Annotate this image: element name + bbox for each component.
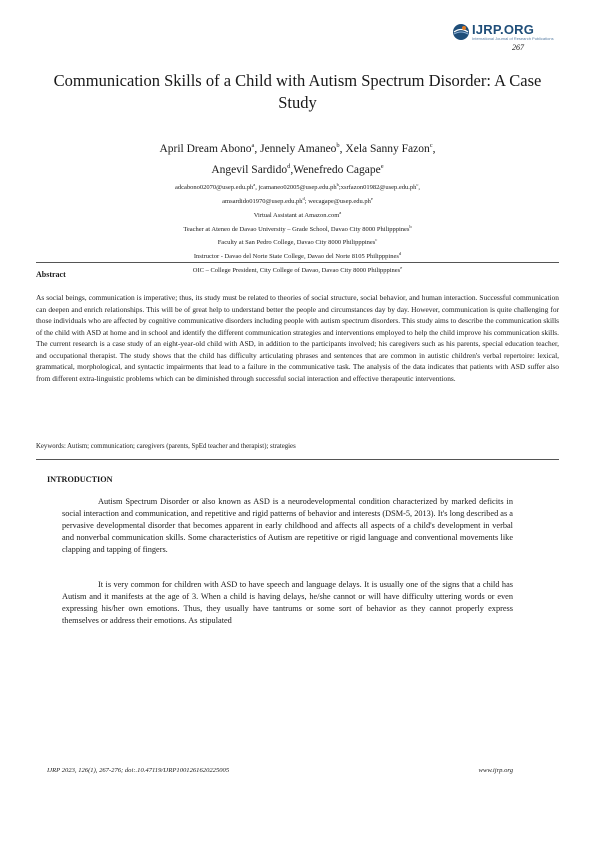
affiliation-text: Teacher at Ateneo de Davao University – Grade School, Davao City 8000 Philipppines <box>183 225 410 233</box>
section-heading: INTRODUCTION <box>47 475 113 484</box>
journal-logo <box>452 22 554 42</box>
affiliation-sup: b <box>409 223 412 229</box>
affiliation-line <box>40 208 555 222</box>
affiliation-line <box>40 222 555 236</box>
email-sup: b <box>336 182 339 187</box>
email: wecagape@usep.edu.ph <box>308 198 371 206</box>
email: jcamaneo02005@usep.edu.ph <box>258 184 337 192</box>
email-sup: c <box>416 182 419 187</box>
divider-bottom <box>36 459 559 460</box>
author-name: Angevil Sardido <box>211 163 288 176</box>
author-sup: a <box>251 142 255 149</box>
author-sup: c <box>429 142 433 149</box>
email-sup: e <box>370 196 373 202</box>
affiliation-sup: a <box>339 210 342 215</box>
affiliation-text: Virtual Assistant at Amazon.com <box>253 212 340 220</box>
logo-text: IJRP.ORG <box>472 22 535 37</box>
affiliation-text: OIC – College President, City College of Davao, Davao City 8000 Philipppines <box>192 266 401 274</box>
email-sup: d <box>302 196 305 202</box>
email: amsardido01970@usep.edu.ph <box>222 198 303 206</box>
author-name: Wenefredo Cagape <box>293 163 381 176</box>
author-name: April Dream Abono <box>159 142 252 155</box>
author-name: Xela Sanny Fazon <box>345 142 430 155</box>
affiliation-sup: d <box>398 250 402 256</box>
keywords: Keywords: Autism; communication; caregivers (parents, SpEd teacher and therapist); strategies <box>36 443 296 450</box>
email: xsrfazon01982@usep.edu.ph <box>340 184 417 192</box>
author-sup: b <box>336 142 340 149</box>
paragraph: Autism Spectrum Disorder or also known as ASD is a neurodevelopmental condition characterized by marked deficits in social interaction and communication, and repetitive and rigid patterns of behavior and interests (DSM-5, 2013). It's long described as a pervasive developmental disorder that becomes apparent in early childhood and affects all aspects of a child's development in verbal and nonverbal communication skills. Some characteristics of Autism are repetitive or rigid language and conventional movements like clapping and tapping of fingers. <box>62 497 513 554</box>
globe-icon <box>452 23 470 41</box>
affiliation-text: Faculty at San Pedro College, Davao City 8000 Philipppines <box>217 239 376 247</box>
paragraph: It is very common for children with ASD to have speech and language delays. It is usually one of the signs that a child has Autism and it manifests at the age of 3. When a child is having delays, he/she cannot or will have difficulty uttering words or even expressing his/her own emotions. Thus, they usually have tantrums or some sort of behavior as they cannot properly express themselves or address their emotions. As stipulated <box>62 580 513 625</box>
author-list: April Dream Abono$^a$, Jennely Amaneo$^b$, Xela Sanny Fazon$^c$, Angevil Sardido$^d$,Wenefredo Cagape$^e$ <box>159 142 436 176</box>
affiliation-sup: c <box>375 237 378 243</box>
footer-website[interactable]: www.ijrp.org <box>478 767 513 774</box>
page-number: 267 <box>512 43 524 52</box>
affiliation-sup: e <box>400 264 403 270</box>
author-sup: d <box>287 162 291 170</box>
email: adcabono02070@usep.edu.ph <box>175 184 254 192</box>
author-emails: $adcabono02070@usep.edu.ph^a$, $jcamaneo02005@usep.edu.ph^b;xsrfazon01982@usep.edu.ph^c$, $amsardido01970@usep.edu.ph^d$; $wecagape@usep.edu.ph^e$ <box>175 182 420 206</box>
divider-top <box>36 262 559 263</box>
affiliation-text: Instructor - Davao del Norte State College, Davao del Norte 8105 Philipppines <box>193 253 399 261</box>
abstract-body: As social beings, communication is imperative; thus, its study must be related to theories of social structure, social behavior, and human interaction. Successful communication can deepen and enrich relationships. This will be of great help to understand better the people and circumstances day by day. However, communication is quite challenging for those individuals who are affected by cognitive communicative disorders including people with autism spectrum disorders. This study aims to describe the communication skills of the child with ASD at home and in school and identify the different communication strategies and interventions employed to help the child improve his communication skills. The current research is a case study of an eight-year-old child with ASD, in addition to the participants involved; his caregivers such as his parents, special education teacher, and occupational therapist. The study shows that the child has difficulty articulating phrases and sentences that are common in autistic children's verbal repertoire: lexical, grammatical, morphological, and syntactic impairments that lead to a failure in the communicative task. The analysis of the data indicates that patients with ASD suffer also from different extra-linguistic problems which can be diminished through successful social interaction and effective therapeutic interventions. <box>36 293 559 383</box>
affiliations <box>40 208 555 276</box>
affiliation-line <box>40 235 555 249</box>
affiliation-line <box>40 263 555 277</box>
paper-title: Communication Skills of a Child with Autism Spectrum Disorder: A Case Study <box>53 71 542 112</box>
author-name: Jennely Amaneo <box>260 142 337 155</box>
abstract-heading: Abstract <box>36 270 66 279</box>
affiliation-line <box>40 249 555 263</box>
email-sup: a <box>253 182 256 187</box>
author-sup: e <box>380 162 384 170</box>
footer-citation: IJRP 2023, 126(1), 267-276; doi:.10.47119/IJRP1001261620225005 <box>47 767 230 774</box>
logo-tagline: International Journal of Research Publications <box>472 36 554 41</box>
